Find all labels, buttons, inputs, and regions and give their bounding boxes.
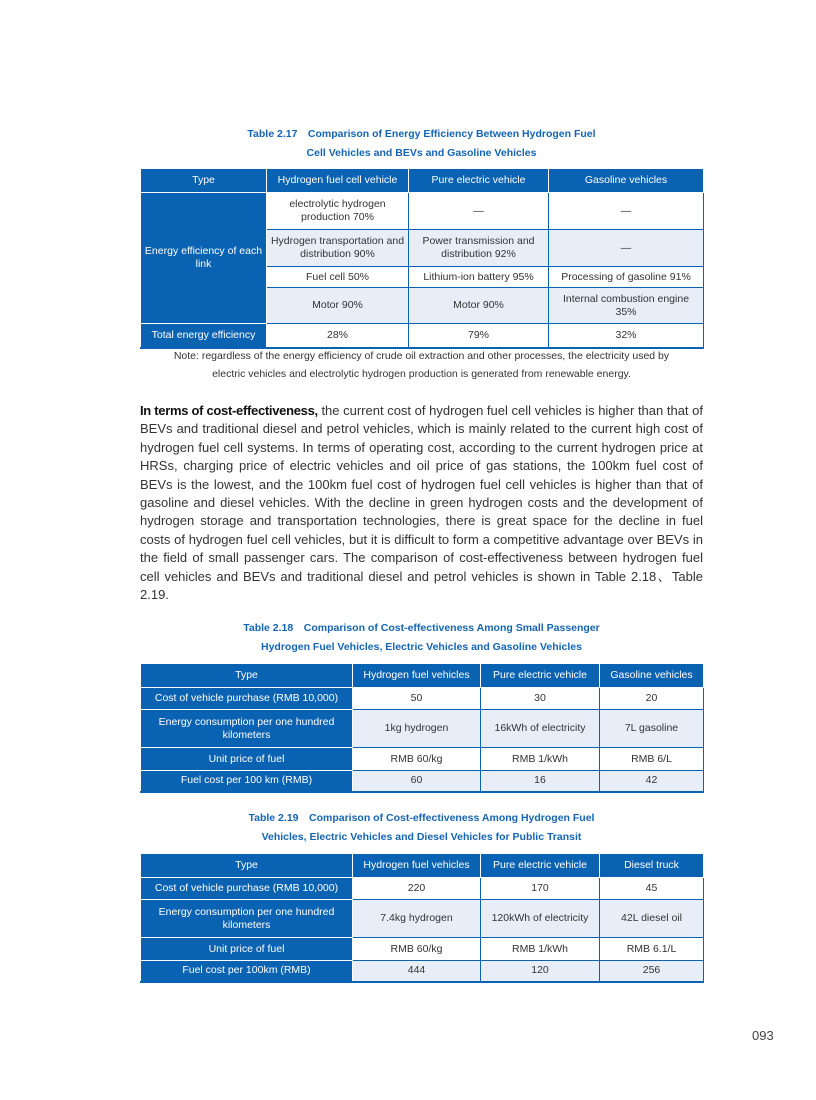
table-row — [141, 169, 704, 193]
table-cell: Energy consumption per one hundred kilometers — [141, 710, 353, 748]
table-2-17 — [140, 168, 704, 349]
table-cell: 79% — [409, 324, 549, 348]
table-cell: 42 — [600, 771, 704, 792]
caption-line: Table 2.17 Comparison of Energy Efficiency Between Hydrogen Fuel — [247, 128, 596, 140]
table-cell: — — [549, 230, 704, 267]
table-cell: Hydrogen fuel vehicles — [353, 664, 481, 688]
table-cell: 30 — [481, 688, 600, 710]
table-cell: — — [549, 193, 704, 230]
body-paragraph — [140, 402, 703, 604]
table-cell: Total energy efficiency — [141, 324, 267, 348]
caption-line: Hydrogen Fuel Vehicles, Electric Vehicles and Gasoline Vehicles — [261, 641, 582, 653]
table-cell: Hydrogen transportation and distribution 90% — [267, 230, 409, 267]
caption-line: Table 2.19 Comparison of Cost-effectiveness Among Hydrogen Fuel — [248, 812, 595, 824]
table-note — [140, 347, 703, 383]
table-cell: RMB 1/kWh — [481, 748, 600, 771]
table-cell: Gasoline vehicles — [549, 169, 704, 193]
table-cell: Processing of gasoline 91% — [549, 267, 704, 288]
table-row — [141, 878, 704, 900]
table-cell: 45 — [600, 878, 704, 900]
table-cell: Type — [141, 664, 353, 688]
table-cell: Cost of vehicle purchase (RMB 10,000) — [141, 688, 353, 710]
table-row — [141, 961, 704, 982]
table-cell: Fuel cost per 100km (RMB) — [141, 961, 353, 982]
table-cell: Fuel cell 50% — [267, 267, 409, 288]
table-cell: Pure electric vehicle — [481, 664, 600, 688]
table-row — [141, 748, 704, 771]
table-row — [141, 854, 704, 878]
table-cell: Internal combustion engine 35% — [549, 288, 704, 324]
table-cell: 16 — [481, 771, 600, 792]
table-cell: Motor 90% — [409, 288, 549, 324]
table-cell: Pure electric vehicle — [409, 169, 549, 193]
table-cell: 50 — [353, 688, 481, 710]
table-cell: 256 — [600, 961, 704, 982]
table-2-17-caption — [140, 125, 703, 163]
table-cell: 120 — [481, 961, 600, 982]
table-cell: 120kWh of electricity — [481, 900, 600, 938]
table-row — [141, 710, 704, 748]
table-cell: 170 — [481, 878, 600, 900]
table-cell: Unit price of fuel — [141, 748, 353, 771]
note-line: Note: regardless of the energy efficiency of crude oil extraction and other processes, the electricity used by — [173, 350, 670, 362]
table-2-18 — [140, 663, 704, 793]
table-cell: RMB 1/kWh — [481, 938, 600, 961]
page-number: 093 — [752, 1028, 774, 1043]
table-cell: 16kWh of electricity — [481, 710, 600, 748]
table-2-18-caption — [140, 619, 703, 657]
table-cell: 28% — [267, 324, 409, 348]
table-cell: 20 — [600, 688, 704, 710]
note-line: electric vehicles and electrolytic hydrogen production is generated from renewable energy. — [212, 368, 631, 380]
table-cell: Energy consumption per one hundred kilometers — [141, 900, 353, 938]
table-cell: 32% — [549, 324, 704, 348]
table-cell: 42L diesel oil — [600, 900, 704, 938]
table-cell: Hydrogen fuel cell vehicle — [267, 169, 409, 193]
table-row — [141, 324, 704, 348]
paragraph-body: the current cost of hydrogen fuel cell vehicles is higher than that of BEVs and traditional diesel and petrol vehicles, which is mainly related to the current high cost of hydrogen fuel cell systems. In terms of operating cost, according to the current hydrogen price at HRSs, charging price of electric vehicles and oil price of gas stations, the 100km fuel cost of BEVs is the lowest, and the 100km fuel cost of hydrogen fuel cell vehicles is higher than that of gasoline and diesel vehicles. With the decline in green hydrogen costs and the development of hydrogen storage and transportation technologies, there is great space for the decline in fuel costs of hydrogen fuel cell vehicles, but it is difficult to form a competitive advantage over BEVs in the field of small passenger cars. The comparison of cost-effectiveness between hydrogen fuel cell vehicles and BEVs and traditional diesel and petrol vehicles is shown in Table 2.18、Table 2.19. — [140, 403, 703, 603]
table-cell: Gasoline vehicles — [600, 664, 704, 688]
table-cell: Energy efficiency of each link — [141, 193, 267, 324]
table-cell: Cost of vehicle purchase (RMB 10,000) — [141, 878, 353, 900]
table-cell: RMB 6/L — [600, 748, 704, 771]
table-row — [141, 771, 704, 792]
table-cell: 220 — [353, 878, 481, 900]
table-cell: Motor 90% — [267, 288, 409, 324]
table-cell: RMB 60/kg — [353, 938, 481, 961]
table-cell: RMB 60/kg — [353, 748, 481, 771]
paragraph-lead: In terms of cost-effectiveness, — [140, 403, 318, 418]
table-cell: Power transmission and distribution 92% — [409, 230, 549, 267]
table-cell: Type — [141, 169, 267, 193]
table-row — [141, 664, 704, 688]
table-cell: electrolytic hydrogen production 70% — [267, 193, 409, 230]
table-cell: 1kg hydrogen — [353, 710, 481, 748]
table-cell: Lithium-ion battery 95% — [409, 267, 549, 288]
table-cell: 444 — [353, 961, 481, 982]
table-row — [141, 193, 704, 230]
table-row — [141, 900, 704, 938]
table-cell: RMB 6.1/L — [600, 938, 704, 961]
table-2-19-caption — [140, 809, 703, 847]
table-row — [141, 938, 704, 961]
table-cell: — — [409, 193, 549, 230]
caption-line: Table 2.18 Comparison of Cost-effectiveness Among Small Passenger — [243, 622, 600, 634]
table-cell: Type — [141, 854, 353, 878]
table-cell: 7L gasoline — [600, 710, 704, 748]
table-cell: Unit price of fuel — [141, 938, 353, 961]
table-cell: 7.4kg hydrogen — [353, 900, 481, 938]
table-cell: Diesel truck — [600, 854, 704, 878]
caption-line: Vehicles, Electric Vehicles and Diesel Vehicles for Public Transit — [261, 831, 582, 843]
table-cell: Hydrogen fuel vehicles — [353, 854, 481, 878]
table-cell: Pure electric vehicle — [481, 854, 600, 878]
table-cell: Fuel cost per 100 km (RMB) — [141, 771, 353, 792]
table-row — [141, 688, 704, 710]
table-cell: 60 — [353, 771, 481, 792]
caption-line: Cell Vehicles and BEVs and Gasoline Vehicles — [306, 147, 537, 159]
table-2-19 — [140, 853, 704, 983]
